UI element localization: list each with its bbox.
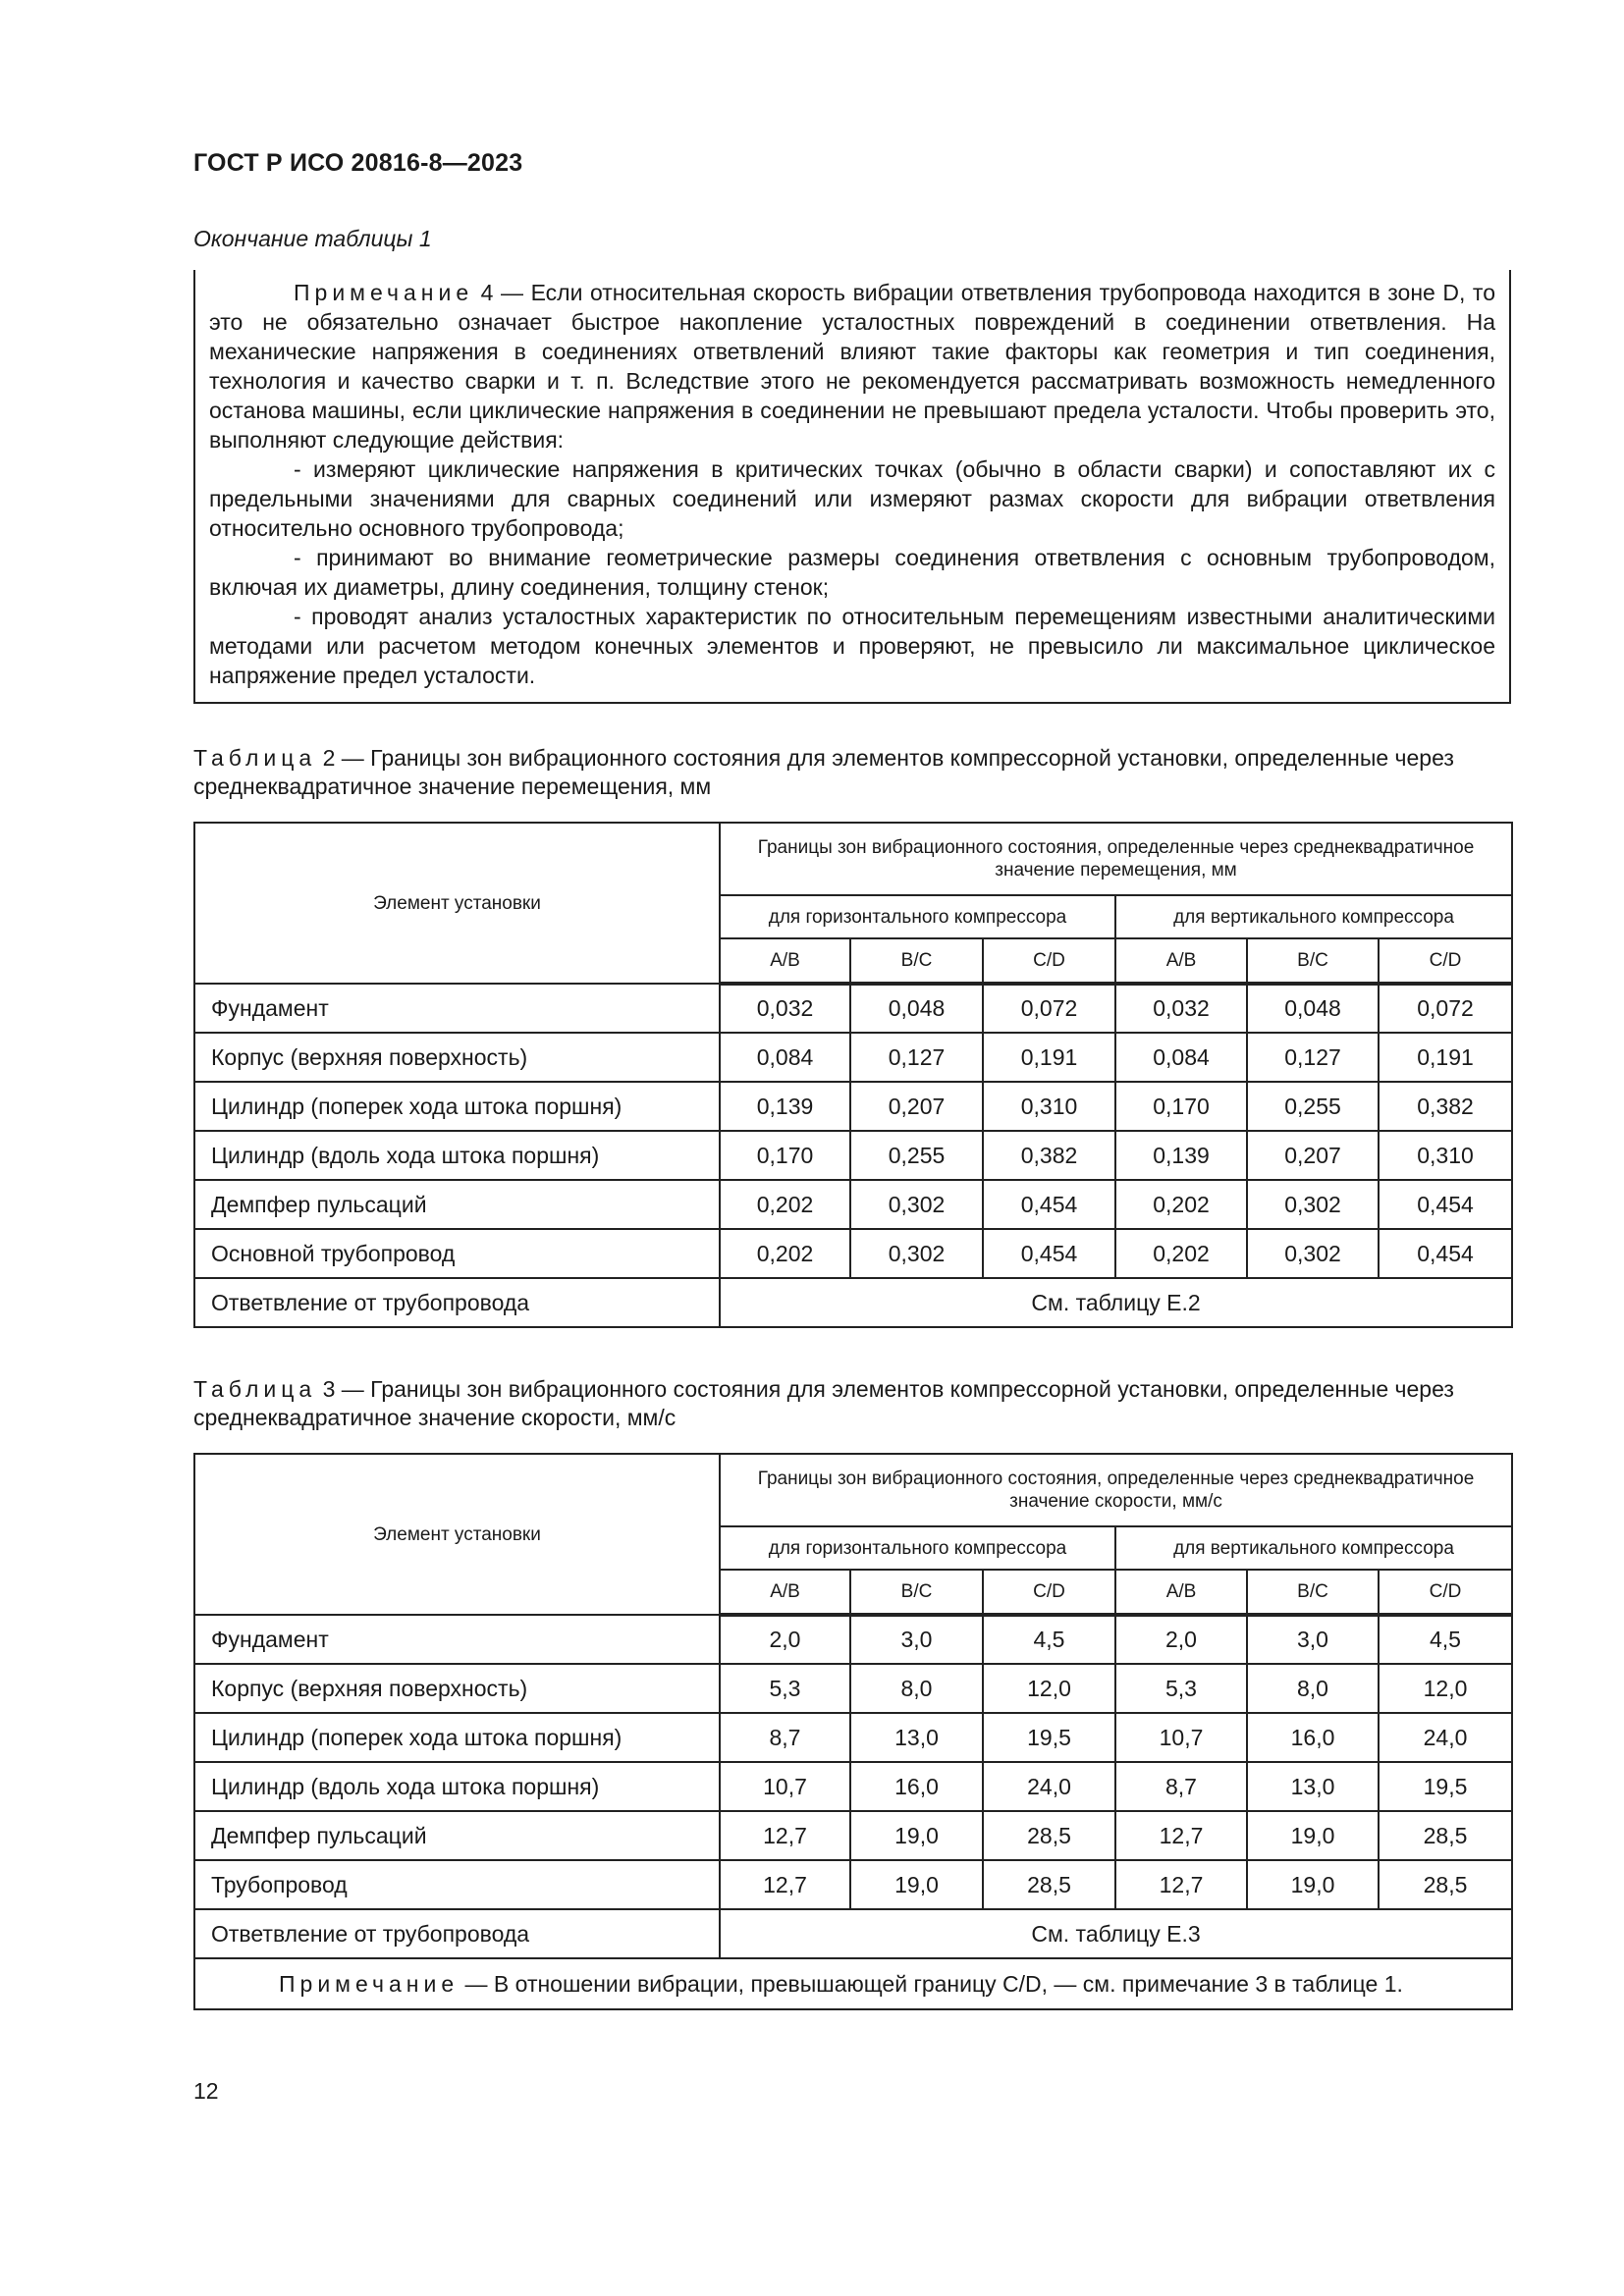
table-3-cell: 28,5 xyxy=(1379,1811,1512,1860)
table-3-horizontal-header: для горизонтального компрессора xyxy=(720,1526,1115,1570)
table-2-cell: 0,072 xyxy=(983,984,1115,1033)
table-2-row-label: Фундамент xyxy=(194,984,720,1033)
table-row xyxy=(194,1278,1512,1327)
note-4-item: - принимают во внимание геометрические размеры соединения ответвления с основным трубопроводом, включая их диаметры, длину соединения, толщину стенок; xyxy=(209,545,1495,600)
table-3-caption xyxy=(193,1375,1511,1432)
table-3-cell: 12,0 xyxy=(1379,1664,1512,1713)
table-3-row-label: Цилиндр (поперек хода штока поршня) xyxy=(194,1713,720,1762)
table-2-cell: 0,127 xyxy=(850,1033,983,1082)
table-2-cell: 0,302 xyxy=(850,1180,983,1229)
table-2-caption-label: Таблица xyxy=(193,745,317,771)
table-2-cell: 0,048 xyxy=(1247,984,1379,1033)
table-3-zone-header: C/D xyxy=(983,1570,1115,1615)
table-3-zone-header: A/B xyxy=(720,1570,850,1615)
table-row xyxy=(194,1811,1512,1860)
table-3-cell: 19,5 xyxy=(1379,1762,1512,1811)
table-3-cell: 13,0 xyxy=(850,1713,983,1762)
table-2-cell: 0,310 xyxy=(1379,1131,1512,1180)
table-2 xyxy=(193,822,1513,1328)
table-row xyxy=(194,1131,1512,1180)
table-2-cell: 0,382 xyxy=(1379,1082,1512,1131)
table-2-cell: 0,255 xyxy=(1247,1082,1379,1131)
table-2-cell: 0,202 xyxy=(720,1180,850,1229)
table-3-zone-header: A/B xyxy=(1115,1570,1247,1615)
note-4-item: - измеряют циклические напряжения в критических точках (обычно в области сварки) и сопоставляют их с предельными значениями для сварных соединений или измеряют размах скорости для вибрации ответвления относительно основного трубопровода; xyxy=(209,456,1495,541)
table-3-cell: 16,0 xyxy=(1247,1713,1379,1762)
table-2-caption xyxy=(193,744,1511,801)
table-3-cell: 19,0 xyxy=(850,1811,983,1860)
table-2-cell: 0,139 xyxy=(1115,1131,1247,1180)
table-3-element-header: Элемент установки xyxy=(194,1454,720,1615)
table-2-cell: 0,255 xyxy=(850,1131,983,1180)
table-2-cell: 0,032 xyxy=(720,984,850,1033)
table-3-zone-header: C/D xyxy=(1379,1570,1512,1615)
table-3-cell: 12,7 xyxy=(1115,1811,1247,1860)
table-3-branch-label: Ответвление от трубопровода xyxy=(194,1909,720,1958)
table-2-zone-header: A/B xyxy=(720,938,850,984)
table-2-horizontal-header: для горизонтального компрессора xyxy=(720,895,1115,938)
table-3-cell: 12,7 xyxy=(720,1811,850,1860)
table-2-cell: 0,191 xyxy=(1379,1033,1512,1082)
table-2-zone-header: A/B xyxy=(1115,938,1247,984)
table-row xyxy=(194,984,1512,1033)
table-2-cell: 0,454 xyxy=(1379,1180,1512,1229)
table-3-vertical-header: для вертикального компрессора xyxy=(1115,1526,1512,1570)
table-3-caption-text: 3 — Границы зон вибрационного состояния для элементов компрессорной установки, определенные через среднеквадратичное значение скорости, мм/с xyxy=(193,1376,1454,1430)
table-3-note-row xyxy=(194,1958,1512,2009)
table-2-cell: 0,139 xyxy=(720,1082,850,1131)
table-2-zone-header: C/D xyxy=(1379,938,1512,984)
table-2-cell: 0,127 xyxy=(1247,1033,1379,1082)
note-4-box xyxy=(193,270,1511,704)
table-2-cell: 0,170 xyxy=(720,1131,850,1180)
table-2-branch-reference: См. таблицу Е.2 xyxy=(720,1278,1512,1327)
table-3-cell: 28,5 xyxy=(983,1811,1115,1860)
table-2-cell: 0,191 xyxy=(983,1033,1115,1082)
table-row xyxy=(194,1909,1512,1958)
table-2-zone-header: B/C xyxy=(850,938,983,984)
table-2-cell: 0,302 xyxy=(1247,1229,1379,1278)
table-3-cell: 2,0 xyxy=(720,1615,850,1664)
table-2-cell: 0,207 xyxy=(850,1082,983,1131)
table-row xyxy=(194,1082,1512,1131)
table-2-branch-label: Ответвление от трубопровода xyxy=(194,1278,720,1327)
table-2-row-label: Основной трубопровод xyxy=(194,1229,720,1278)
table-3-cell: 24,0 xyxy=(1379,1713,1512,1762)
table-3-zone-header: B/C xyxy=(1247,1570,1379,1615)
table-2-cell: 0,084 xyxy=(720,1033,850,1082)
table-2-row-label: Цилиндр (поперек хода штока поршня) xyxy=(194,1082,720,1131)
page-number: 12 xyxy=(193,2078,219,2104)
table-3-cell: 19,0 xyxy=(1247,1811,1379,1860)
table-3-note xyxy=(194,1958,1512,2009)
table-2-zone-header: B/C xyxy=(1247,938,1379,984)
table-3-cell: 12,7 xyxy=(720,1860,850,1909)
table-3-cell: 19,5 xyxy=(983,1713,1115,1762)
note-4-label: Примечание xyxy=(294,280,474,305)
table-2-cell: 0,202 xyxy=(1115,1229,1247,1278)
table-2-zone-header: C/D xyxy=(983,938,1115,984)
table-2-cell: 0,170 xyxy=(1115,1082,1247,1131)
table-3-caption-label: Таблица xyxy=(193,1376,317,1402)
table-3-note-label: Примечание xyxy=(279,1970,460,1997)
table-2-cell: 0,454 xyxy=(983,1229,1115,1278)
table-2-vertical-header: для вертикального компрессора xyxy=(1115,895,1512,938)
table-row xyxy=(194,1762,1512,1811)
table-2-cell: 0,048 xyxy=(850,984,983,1033)
table-3-cell: 16,0 xyxy=(850,1762,983,1811)
table-3-note-text: — В отношении вибрации, превышающей границу C/D, — см. примечание 3 в таблице 1. xyxy=(459,1970,1403,1997)
table-3-cell: 28,5 xyxy=(1379,1860,1512,1909)
note-4-intro xyxy=(209,278,1495,454)
table-2-cell: 0,382 xyxy=(983,1131,1115,1180)
table-2-cell: 0,202 xyxy=(720,1229,850,1278)
table-3-cell: 3,0 xyxy=(1247,1615,1379,1664)
table-3-cell: 3,0 xyxy=(850,1615,983,1664)
table-2-cell: 0,310 xyxy=(983,1082,1115,1131)
table-2-cell: 0,207 xyxy=(1247,1131,1379,1180)
table-3-cell: 13,0 xyxy=(1247,1762,1379,1811)
table-2-cell: 0,302 xyxy=(850,1229,983,1278)
table-2-cell: 0,302 xyxy=(1247,1180,1379,1229)
table-3-cell: 19,0 xyxy=(1247,1860,1379,1909)
table-3-cell: 10,7 xyxy=(720,1762,850,1811)
table-3-row-label: Трубопровод xyxy=(194,1860,720,1909)
note-4-item: - проводят анализ усталостных характеристик по относительным перемещениям известными аналитическими методами или расчетом методом конечных элементов и проверяют, не превысило ли максимальное циклическое напряжение предел усталости. xyxy=(209,604,1495,688)
table-2-cell: 0,454 xyxy=(983,1180,1115,1229)
table-2-caption-text: 2 — Границы зон вибрационного состояния для элементов компрессорной установки, определенные через среднеквадратичное значение перемещения, мм xyxy=(193,745,1454,799)
table-3-cell: 12,7 xyxy=(1115,1860,1247,1909)
table-3-row-label: Цилиндр (вдоль хода штока поршня) xyxy=(194,1762,720,1811)
table-3-zone-header: B/C xyxy=(850,1570,983,1615)
table-3-branch-reference: См. таблицу Е.3 xyxy=(720,1909,1512,1958)
table-2-row-label: Цилиндр (вдоль хода штока поршня) xyxy=(194,1131,720,1180)
table-row xyxy=(194,1664,1512,1713)
table-3-cell: 8,7 xyxy=(1115,1762,1247,1811)
table-3-cell: 19,0 xyxy=(850,1860,983,1909)
table-3-cell: 5,3 xyxy=(1115,1664,1247,1713)
table-row xyxy=(194,1615,1512,1664)
note-4-intro-text: 4 — Если относительная скорость вибрации ответвления трубопровода находится в зоне D, то это не обязательно означает быстрое накопление усталостных повреждений в соединении ответвления. На механические напряжения в соединениях ответвлений влияют такие факторы как геометрия и тип соединения, технология и качество сварки и т. п. Вследствие этого не рекомендуется рассматривать возможность немедленного останова машины, если циклические напряжения в соединении не превышают предела усталости. Чтобы проверить это, выполняют следующие действия: xyxy=(209,280,1495,453)
table-2-cell: 0,454 xyxy=(1379,1229,1512,1278)
table-3-row-label: Корпус (верхняя поверхность) xyxy=(194,1664,720,1713)
table-3-cell: 5,3 xyxy=(720,1664,850,1713)
table-3-cell: 8,7 xyxy=(720,1713,850,1762)
table-3-cell: 2,0 xyxy=(1115,1615,1247,1664)
table-3-cell: 24,0 xyxy=(983,1762,1115,1811)
table-2-cell: 0,072 xyxy=(1379,984,1512,1033)
table-3-cell: 12,0 xyxy=(983,1664,1115,1713)
table-3-cell: 8,0 xyxy=(1247,1664,1379,1713)
table-row xyxy=(194,1180,1512,1229)
table-3-cell: 28,5 xyxy=(983,1860,1115,1909)
table-3-row-label: Фундамент xyxy=(194,1615,720,1664)
table-continuation-label: Окончание таблицы 1 xyxy=(193,226,432,251)
table-row xyxy=(194,1860,1512,1909)
table-2-cell: 0,084 xyxy=(1115,1033,1247,1082)
table-3-cell: 4,5 xyxy=(1379,1615,1512,1664)
table-2-cell: 0,032 xyxy=(1115,984,1247,1033)
table-3 xyxy=(193,1453,1513,2010)
table-2-element-header: Элемент установки xyxy=(194,823,720,984)
table-3-group-header: Границы зон вибрационного состояния, определенные через среднеквадратичное значение скорости, мм/с xyxy=(720,1454,1512,1526)
table-3-cell: 10,7 xyxy=(1115,1713,1247,1762)
table-3-cell: 8,0 xyxy=(850,1664,983,1713)
table-row xyxy=(194,1229,1512,1278)
table-2-group-header: Границы зон вибрационного состояния, определенные через среднеквадратичное значение перемещения, мм xyxy=(720,823,1512,895)
table-3-cell: 4,5 xyxy=(983,1615,1115,1664)
document-header: ГОСТ Р ИСО 20816-8—2023 xyxy=(193,149,523,177)
table-2-row-label: Корпус (верхняя поверхность) xyxy=(194,1033,720,1082)
table-row xyxy=(194,1033,1512,1082)
table-3-row-label: Демпфер пульсаций xyxy=(194,1811,720,1860)
table-2-cell: 0,202 xyxy=(1115,1180,1247,1229)
table-2-row-label: Демпфер пульсаций xyxy=(194,1180,720,1229)
table-row xyxy=(194,1713,1512,1762)
